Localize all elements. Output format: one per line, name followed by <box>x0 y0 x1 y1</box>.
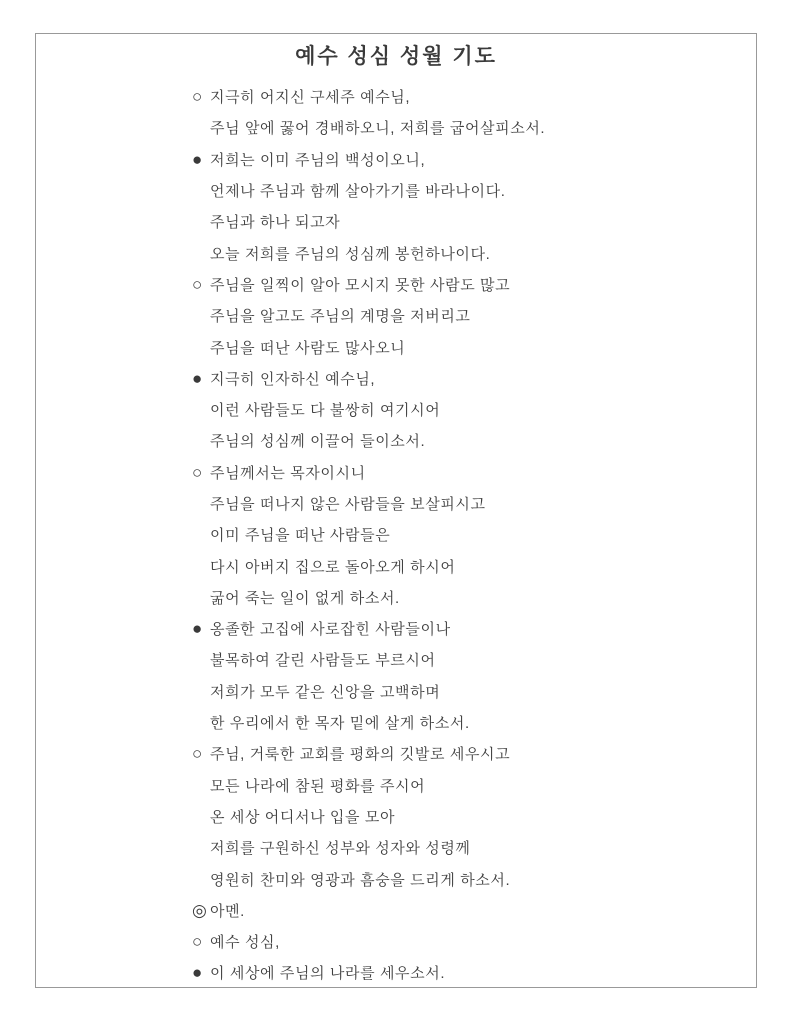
prayer-line-text: 오늘 저희를 주님의 성심께 봉헌하나이다. <box>210 245 491 263</box>
prayer-line-text: 온 세상 어디서나 입을 모아 <box>210 808 396 826</box>
prayer-line <box>192 488 545 519</box>
prayer-line <box>192 582 545 613</box>
open-circle-bullet-icon: ○ <box>192 932 203 952</box>
prayer-line-text: 저희가 모두 같은 신앙을 고백하며 <box>210 683 441 701</box>
prayer-line-text: 주님과 하나 되고자 <box>210 214 341 232</box>
prayer-line-text: 저희는 이미 주님의 백성이오니, <box>210 151 426 169</box>
filled-circle-bullet-icon: ● <box>192 368 203 388</box>
prayer-line <box>192 394 545 425</box>
prayer-line-text: 주님을 떠난 사람도 많사오니 <box>210 339 406 357</box>
prayer-line <box>192 801 545 832</box>
prayer-line <box>192 269 545 300</box>
filled-circle-bullet-icon: ● <box>192 963 203 983</box>
prayer-line <box>192 863 545 894</box>
prayer-line <box>192 363 545 394</box>
page-title: 예수 성심 성월 기도 <box>295 45 497 68</box>
prayer-line-text: 이런 사람들도 다 불쌍히 여기시어 <box>210 402 441 420</box>
prayer-line <box>192 206 545 237</box>
filled-circle-bullet-icon: ● <box>192 619 203 639</box>
prayer-line <box>192 957 545 988</box>
prayer-line-text: 아멘. <box>210 902 245 920</box>
prayer-line-text: 지극히 어지신 구세주 예수님, <box>210 89 411 107</box>
prayer-line-text: 저희를 구원하신 성부와 성자와 성령께 <box>210 840 471 858</box>
prayer-line-text: 주님의 성심께 이끌어 들이소서. <box>210 433 426 451</box>
prayer-line-text: 지극히 인자하신 예수님, <box>210 370 376 388</box>
prayer-line-text: 주님께서는 목자이시니 <box>210 464 366 482</box>
prayer-line-text: 한 우리에서 한 목자 밑에 살게 하소서. <box>210 715 470 733</box>
prayer-line <box>192 832 545 863</box>
filled-circle-bullet-icon: ● <box>192 149 203 169</box>
prayer-line <box>192 519 545 550</box>
prayer-line-text: 영원히 찬미와 영광과 흠숭을 드리게 하소서. <box>210 871 511 889</box>
open-circle-bullet-icon: ○ <box>192 744 203 764</box>
prayer-line <box>192 144 545 175</box>
prayer-line <box>192 175 545 206</box>
prayer-line <box>192 457 545 488</box>
prayer-line-text: 주님, 거룩한 교회를 평화의 깃발로 세우시고 <box>210 746 511 764</box>
prayer-line <box>192 895 545 926</box>
prayer-line <box>192 676 545 707</box>
prayer-line <box>192 550 545 581</box>
prayer-line-text: 주님을 떠나지 않은 사람들을 보살피시고 <box>210 496 486 513</box>
open-circle-bullet-icon: ○ <box>192 462 203 482</box>
prayer-line-text: 주님을 알고도 주님의 계명을 저버리고 <box>210 308 471 326</box>
prayer-line <box>192 425 545 456</box>
prayer-line <box>192 926 545 957</box>
prayer-line-text: 이미 주님을 떠난 사람들은 <box>210 527 391 545</box>
prayer-lines <box>192 81 545 989</box>
prayer-line <box>192 112 545 143</box>
prayer-line <box>192 300 545 331</box>
prayer-line <box>192 331 545 362</box>
prayer-line-text: 다시 아버지 집으로 돌아오게 하시어 <box>210 558 456 576</box>
page-border <box>35 33 757 988</box>
prayer-line-text: 예수 성심, <box>210 934 280 952</box>
prayer-line-text: 불목하여 갈린 사람들도 부르시어 <box>210 652 436 670</box>
prayer-line-text: 언제나 주님과 함께 살아가기를 바라나이다. <box>210 183 506 201</box>
prayer-line-text: 모든 나라에 참된 평화를 주시어 <box>210 777 426 795</box>
open-circle-bullet-icon: ○ <box>192 274 203 294</box>
double-circle-bullet-icon: ◎ <box>192 900 208 920</box>
prayer-line <box>192 613 545 644</box>
prayer-line <box>192 81 545 112</box>
prayer-line-text: 주님 앞에 꿇어 경배하오니, 저희를 굽어살피소서. <box>210 120 546 138</box>
prayer-line <box>192 237 545 268</box>
prayer-line-text: 이 세상에 주님의 나라를 세우소서. <box>210 965 446 983</box>
prayer-line-text: 굶어 죽는 일이 없게 하소서. <box>210 589 400 607</box>
prayer-line <box>192 644 545 675</box>
prayer-line-text: 옹졸한 고집에 사로잡힌 사람들이나 <box>210 621 451 639</box>
prayer-line <box>192 770 545 801</box>
prayer-line <box>192 738 545 769</box>
prayer-line-text: 주님을 일찍이 알아 모시지 못한 사람도 많고 <box>210 276 511 294</box>
open-circle-bullet-icon: ○ <box>192 87 203 107</box>
prayer-line <box>192 707 545 738</box>
